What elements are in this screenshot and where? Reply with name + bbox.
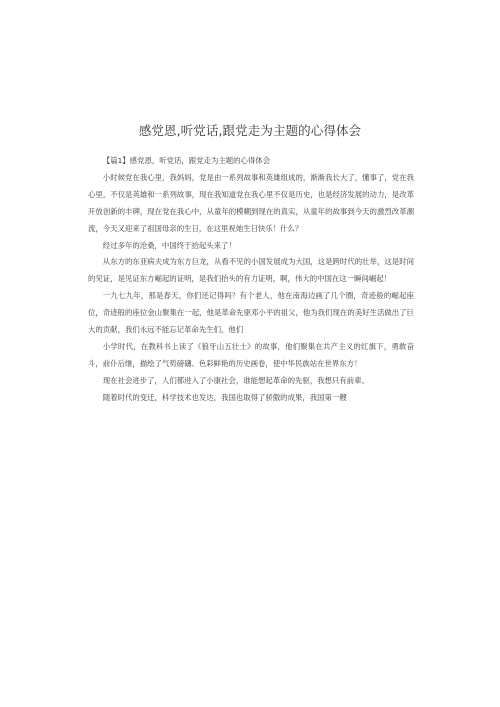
paragraph: 现在社会进步了，人们都进入了小康社会，谁能想起革命的先驱，我想只有前辈。 (102, 375, 369, 385)
document-title: 感党恩,听党话,跟党走为主题的心得体会 (138, 123, 362, 138)
paragraph: 随着时代的变迁，科学技术也发达，我国也取得了骄傲的成果，我国第一艘 (102, 392, 347, 402)
section-heading: 【篇1】感党恩，听党话，跟党走为主题的心得体会 (102, 156, 271, 165)
paragraph: 小时候党在我心里，我妈妈，党是由一系列故事和英雄组成的，渐渐我长大了，懂事了，党在我心里，不仅是英雄和一系列故事，现在我知道党在我心里不仅是历史，也是经济发展的动力，是改革开放创新的丰碑，现在党在我心中，从童年的模糊到现在的真实，从童年的故事到今天的激烈改革潮流，今天又迎来了祖国母亲的生日，在这里祝她生日快乐！什么？ (88, 172, 414, 233)
paragraph: 从东方的东亚病夫成为东方巨龙，从看不见的小国发展成为大国，这是跨时代的壮举，这是时间的见证，是见证东方崛起的证明，是我们抬头的有力证明，啊，伟大的中国在这一瞬间崛起！ (88, 257, 414, 284)
paragraph: 一九七九年，那是春天，你们还记得吗？有个老人，他在南海边画了几个圈，奇迹般的崛起座位，奇迹般的座位金山聚集在一起，他是革命先驱邓小平的祖父，他为我们现在的美好生活做出了巨大的贡献，我们永远不能忘记革命先生们，他们 (88, 291, 414, 335)
paragraph: 经过多年的沧桑，中国终于抬起头来了！ (102, 240, 236, 250)
document-body (88, 153, 414, 407)
paragraph: 小学时代，在教科书上读了《狼牙山五壮士》的故事，他们聚集在共产主义的红旗下，勇敢奋斗，前仆后继，描绘了气势磅礴、色彩鲜艳的历史画卷，使中华民族站在世界东方！ (88, 341, 414, 368)
